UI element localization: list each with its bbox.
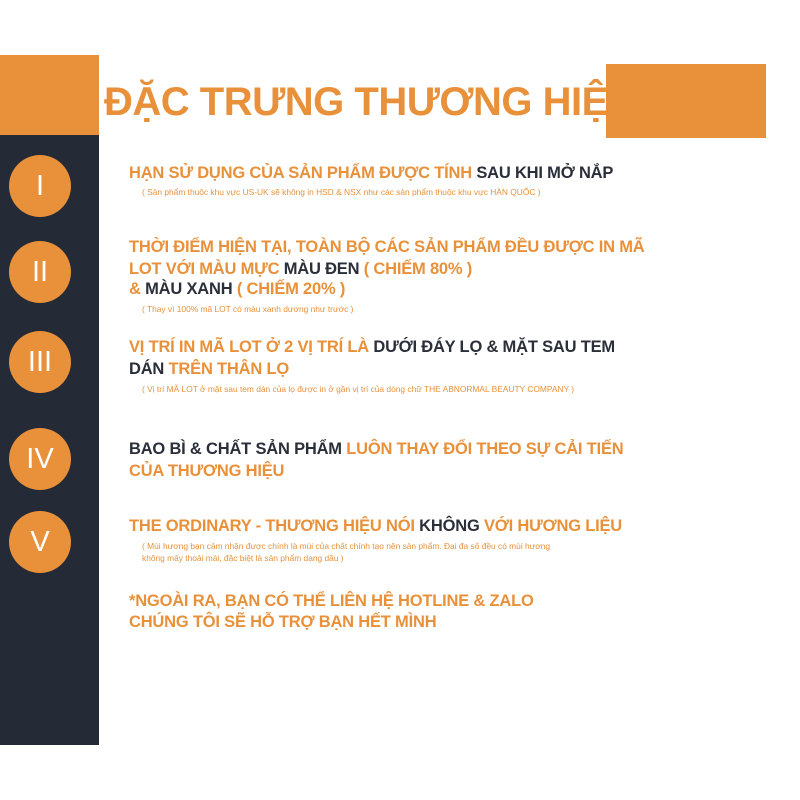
text-segment: LUÔN THAY ĐỔI THEO SỰ CẢI TIẾN [341,440,624,458]
item-3-line-2 [129,358,289,380]
item-5-line-1 [129,515,622,537]
numeral-badge-1: I [9,155,71,217]
text-segment: KHÔNG [419,517,480,535]
item-2-line-2 [129,258,472,280]
item-5-note-line-1: ( Mùi hương bạn cảm nhận được chính là mùi của chất chính tạo nên sản phẩm. Đại đa số đều có mùi hương [142,541,551,551]
contact-line-2 [129,611,436,633]
text-segment: *NGOÀI RA, BẠN CÓ THỂ LIÊN HỆ HOTLINE & ZALO [129,592,534,610]
text-segment: ( CHIẾM 80% ) [359,260,473,278]
text-segment: BAO BÌ & CHẤT SẢN PHẨM [129,440,342,458]
numeral-badge-3: III [9,331,71,393]
page-title: ĐẶC TRƯNG THƯƠNG HIỆU [104,80,637,124]
item-1-note: ( Sản phẩm thuộc khu vực US-UK sẽ không in HSD & NSX như các sản phẩm thuộc khu vực HÀN QUỐC ) [142,187,541,197]
item-2-line-3 [129,278,345,300]
text-segment: CỦA THƯƠNG HIỆU [129,462,285,480]
text-segment: DƯỚI ĐÁY LỌ & MẶT SAU TEM [373,338,615,356]
text-segment: MÀU XANH [145,280,233,298]
text-segment: DÁN [129,360,165,378]
sidebar-top-accent [0,55,99,135]
item-4-line-1 [129,438,623,460]
text-segment: & [129,280,146,298]
text-segment: VỊ TRÍ IN MÃ LOT Ở 2 VỊ TRÍ LÀ [129,338,374,356]
text-segment: ( CHIẾM 20% ) [232,280,346,298]
item-2-note: ( Thay vì 100% mã LOT có màu xanh dương như trước ) [142,304,354,314]
text-segment: VỚI HƯƠNG LIỆU [479,517,623,535]
contact-line-1 [129,590,534,612]
item-3-note: ( Vị trí MÃ LOT ở mặt sau tem dán của lọ được in ở gần vị trí của dòng chữ THE ABNORMAL BEAUTY COMPANY ) [142,384,575,394]
item-5-note-line-2: không mấy thoải mái, đặc biệt là sản phẩm dạng dầu ) [142,553,344,563]
text-segment: THE ORDINARY - THƯƠNG HIỆU NÓI [129,517,420,535]
item-1-line-1 [129,162,613,184]
item-4-line-2 [129,460,284,482]
numeral-badge-5: V [9,511,71,573]
text-segment: SAU KHI MỞ NẮP [476,164,614,182]
text-segment: THỜI ĐIỂM HIỆN TẠI, TOÀN BỘ CÁC SẢN PHẨM ĐỀU ĐƯỢC IN MÃ [129,238,645,256]
text-segment: LOT VỚI MÀU MỰC [129,260,284,278]
item-3-line-1 [129,336,615,358]
text-segment: TRÊN THÂN LỌ [164,360,289,378]
item-2-line-1 [129,236,644,258]
numeral-badge-2: II [9,241,71,303]
text-segment: HẠN SỬ DỤNG CỦA SẢN PHẨM ĐƯỢC TÍNH [129,164,477,182]
text-segment: CHÚNG TÔI SẼ HỖ TRỢ BẠN HẾT MÌNH [129,613,437,631]
numeral-badge-4: IV [9,428,71,490]
text-segment: MÀU ĐEN [283,260,360,278]
